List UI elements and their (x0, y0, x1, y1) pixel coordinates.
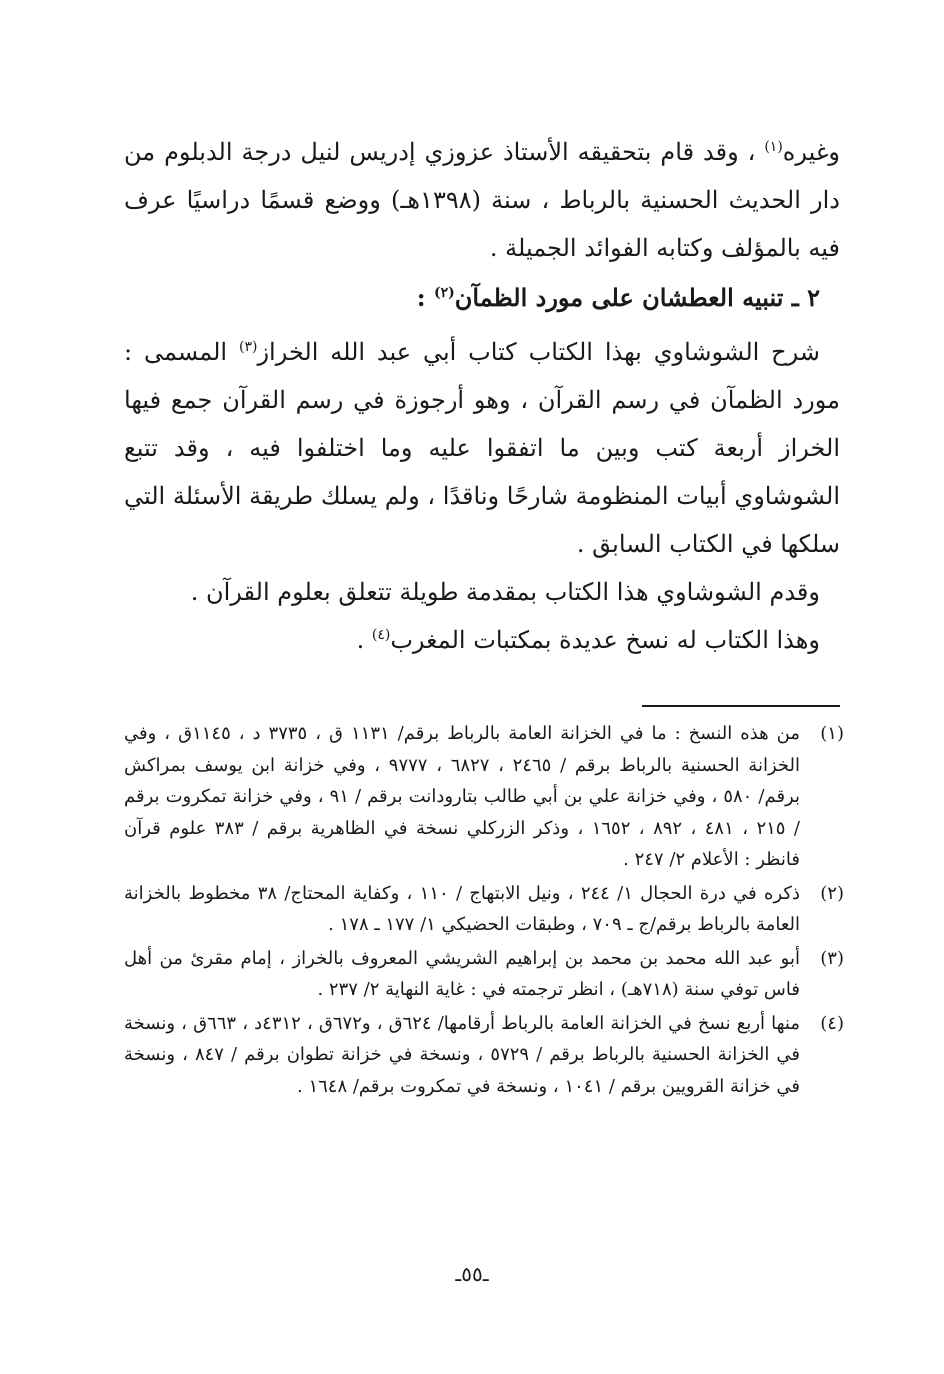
page-number: ـ٥٥ـ (455, 1262, 489, 1286)
footnotes (124, 718, 844, 1104)
footnote-text: منها أربع نسخ في الخزانة العامة بالرباط أرقامها/ ٦٢٤ق ، و٦٧٢ق ، ٤٣١٢د ، ٦٦٣ق ، ونسخة في الخزانة الحسنية بالرباط برقم / ٥٧٢٩ ، ونسخة في خزانة تطوان برقم / ٨٤٧ ، ونسخة في خزانة القرويين برقم / ١٠٤١ ، ونسخة في تمكروت برقم/ ١٦٤٨ . (124, 1012, 800, 1097)
paragraph-1-rest: ، وقد قام بتحقيقه الأستاذ عزوزي إدريس لنيل درجة الدبلوم من دار الحديث الحسنية بالرباط ، سنة (١٣٩٨هـ) ووضع قسمًا دراسيًا عرف فيه بالمؤلف وكتابه الفوائد الجميلة . (124, 138, 840, 262)
paragraph-2-start: شرح الشوشاوي بهذا الكتاب كتاب أبي عبد الله الخراز (257, 338, 821, 366)
paragraph-2-rest: المسمى : مورد الظمآن في رسم القرآن ، وهو أرجوزة في رسم القرآن جمع فيها الخراز أربعة كتب وبين ما اتفقوا عليه وما اختلفوا فيه ، وقد تتبع الشوشاوي أبيات المنظومة شارحًا وناقدًا ، ولم يسلك طريقة الأسئلة التي سلكها في الكتاب السابق . (124, 338, 840, 558)
paragraph-4-start: وهذا الكتاب له نسخ عديدة بمكتبات المغرب (390, 626, 820, 654)
paragraph-3: وقدم الشوشاوي هذا الكتاب بمقدمة طويلة تتعلق بعلوم القرآن . (190, 578, 820, 606)
section-heading (124, 274, 840, 322)
footnote-text: من هذه النسخ : ما في الخزانة العامة بالرباط برقم/ ١١٣١ ق ، ٣٧٣٥ د ، ١١٤٥ق ، وفي الخزانة الحسنية بالرباط برقم / ٢٤٦٥ ، ٦٨٢٧ ، ٩٧٧٧ ، وفي خزانة ابن يوسف بمراكش برقم/ ٥٨٠ ، وفي خزانة علي بن أبي طالب بتارودانت برقم / ٩١ ، وفي خزانة تمكروت برقم / ٢١٥ ، ٤٨١ ، ٨٩٢ ، ١٦٥٢ ، وذكر الزركلي نسخة في الظاهرية برقم / ٣٨٣ علوم قرآن فانظر : الأعلام ٢/ ٢٤٧ . (124, 723, 801, 870)
paragraph-1 (124, 128, 840, 272)
footnote-number: (٢) (820, 882, 844, 904)
footnote-divider (642, 705, 840, 707)
paragraph-1-start: وغيره (782, 138, 840, 166)
footnote-text: ذكره في درة الحجال ١/ ٢٤٤ ، ونيل الابتهاج / ١١٠ ، وكفاية المحتاج/ ٣٨ مخطوط بالخزانة العامة بالرباط برقم/ج ـ ٧٠٩ ، وطبقات الحضيكي ١/ ١٧٧ ـ ١٧٨ . (124, 882, 801, 935)
footnote-number: (١) (820, 723, 844, 744)
paragraph-4-end: . (356, 626, 372, 654)
footnote-1 (124, 718, 844, 876)
footnote-number: (٣) (820, 947, 844, 969)
footnote-3 (124, 943, 844, 1006)
footnote-ref-4[interactable]: (٤) (371, 627, 391, 643)
footnote-text: أبو عبد الله محمد بن محمد بن إبراهيم الشريشي المعروف بالخراز ، إمام مقرئ من أهل فاس توفي سنة (٧١٨هـ) ، انظر ترجمته في : غاية النهاية ٢/ ٢٣٧ . (124, 947, 800, 1000)
section-heading-end: : (416, 283, 435, 312)
footnote-number: (٤) (820, 1012, 844, 1034)
footnote-ref-1[interactable]: (١) (764, 139, 783, 155)
main-text (124, 128, 840, 664)
paragraph-2 (124, 328, 840, 568)
footnote-ref-2[interactable]: (٢) (434, 285, 455, 301)
footnote-ref-3[interactable]: (٣) (238, 339, 258, 355)
footnote-4 (124, 1008, 844, 1103)
paragraph-4 (124, 616, 840, 664)
footnote-2 (124, 878, 844, 941)
section-heading-text: ٢ ـ تنبيه العطشان على مورد الظمآن (454, 283, 820, 312)
